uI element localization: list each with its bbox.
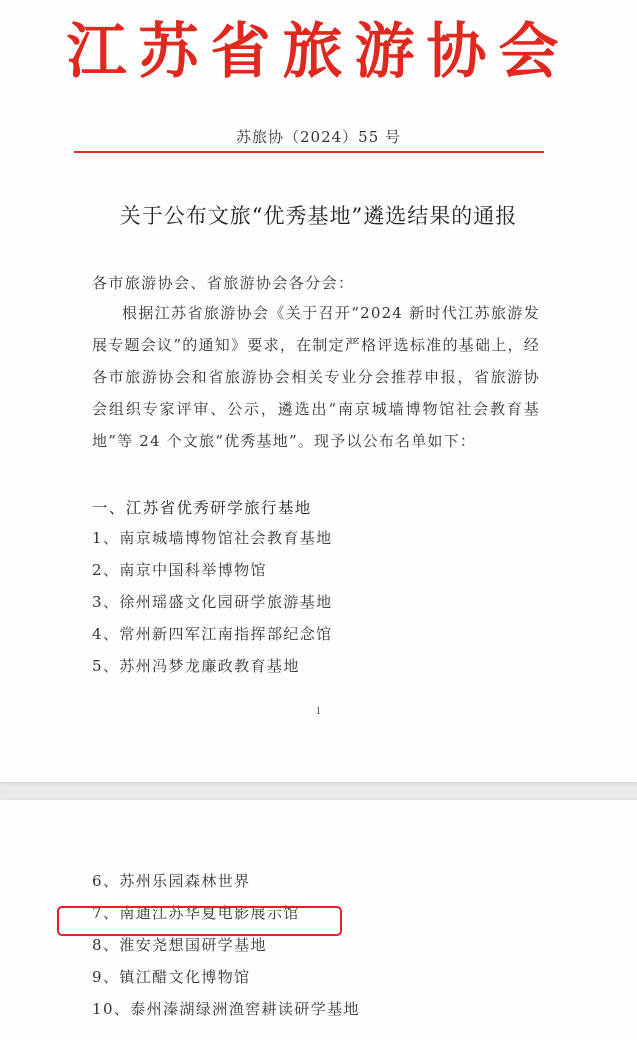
salutation: 各市旅游协会、省旅游协会各分会：	[92, 274, 355, 292]
highlight-annotation-box	[57, 906, 342, 936]
document-page-2	[0, 800, 637, 1040]
list-item: 7、南通江苏华夏电影展示馆	[92, 904, 300, 922]
document-number: 苏旅协（2024）55 号	[235, 128, 402, 146]
list-item: 2、南京中国科举博物馆	[92, 561, 267, 579]
list-item: 6、苏州乐园森林世界	[92, 872, 251, 890]
page-number: 1	[315, 707, 322, 717]
section-heading: 一、江苏省优秀研学旅行基地	[92, 499, 312, 517]
base-list-page-1	[92, 522, 333, 682]
list-item: 9、镇江醋文化博物馆	[92, 968, 251, 986]
list-item: 3、徐州瑶盛文化园研学旅游基地	[92, 593, 333, 611]
body-paragraph: 根据江苏省旅游协会《关于召开“2024 新时代江苏旅游发展专题会议”的通知》要求，在制定严格评选标准的基础上，经各市旅游协会和省旅游协会相关专业分会推荐申报，省旅游协会组织专家评审、公示，遴选出“南京城墙博物馆社会教育基地”等 24 个文旅“优秀基地”。现予以公布名单如下：	[92, 304, 540, 450]
document-title: 关于公布文旅“优秀基地”遴选结果的通报	[119, 204, 518, 228]
base-list-page-2	[92, 865, 360, 1025]
list-item: 5、苏州冯梦龙廉政教育基地	[92, 657, 300, 675]
list-item: 8、淮安尧想国研学基地	[92, 936, 267, 954]
list-item: 10、泰州溱湖绿洲渔窖耕读研学基地	[92, 1000, 360, 1018]
list-item: 1、南京城墙博物馆社会教育基地	[92, 529, 333, 547]
list-item: 4、常州新四军江南指挥部纪念馆	[92, 625, 333, 643]
header-red-rule	[74, 151, 544, 153]
organization-title: 江苏省旅游协会	[66, 17, 571, 87]
